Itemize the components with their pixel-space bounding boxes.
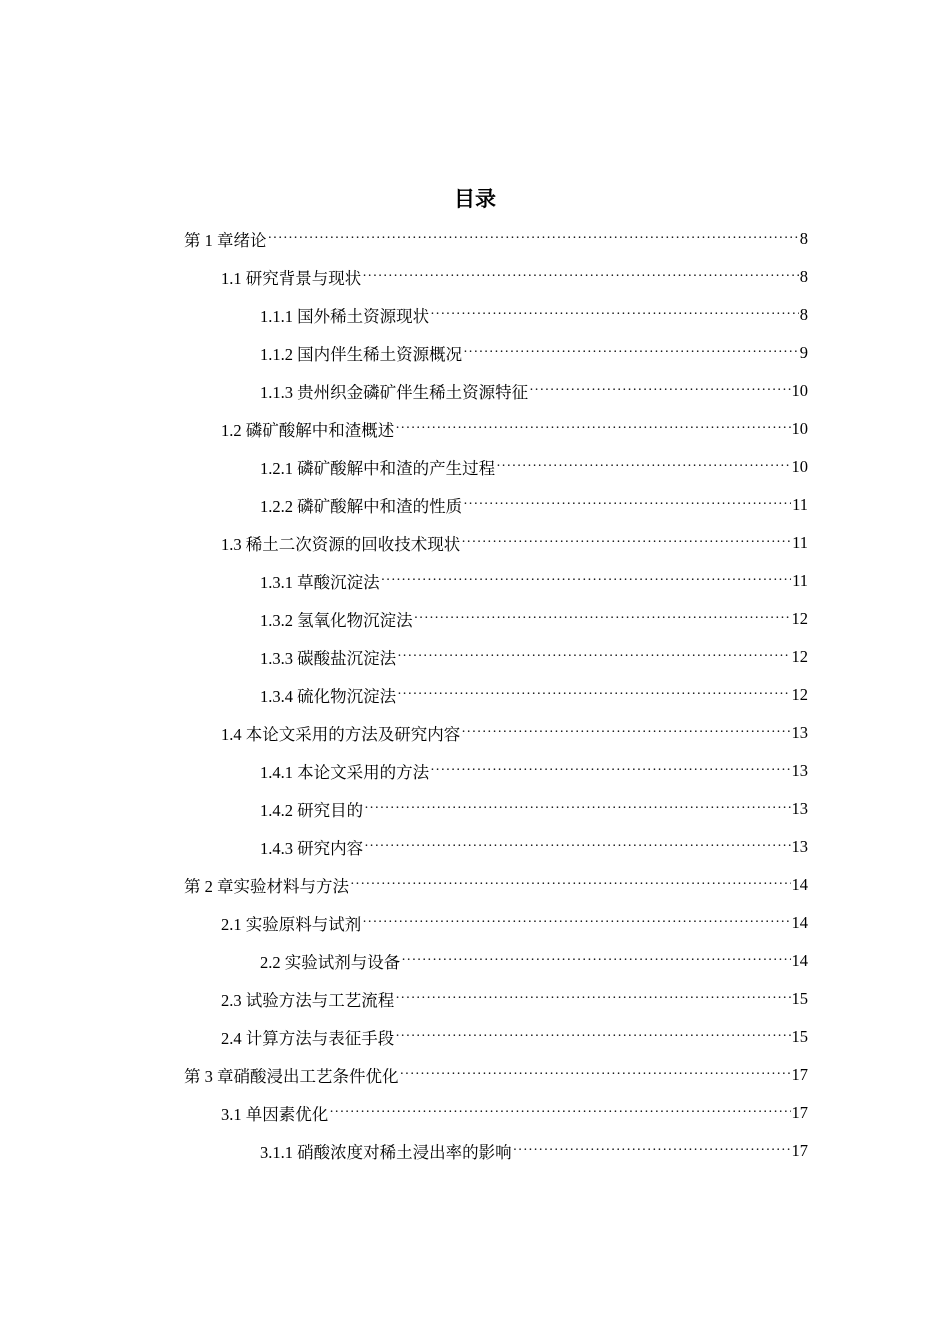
toc-entry-title: 1.1 研究背景与现状 — [221, 269, 362, 288]
toc-page-number: 13 — [791, 837, 808, 856]
toc-dot-leader — [414, 611, 791, 627]
toc-dot-leader — [395, 991, 790, 1007]
toc-entry[interactable] — [221, 904, 808, 942]
toc-page-number: 10 — [791, 457, 808, 476]
toc-entry-title: 第 1 章绪论 — [184, 231, 267, 250]
toc-entry-title: 3.1 单因素优化 — [221, 1105, 329, 1124]
toc-entry-title: 1.4.1 本论文采用的方法 — [260, 763, 430, 782]
toc-entry-title: 1.1.1 国外稀土资源现状 — [260, 307, 430, 326]
toc-page-number: 15 — [791, 989, 808, 1008]
toc-page-number: 12 — [791, 609, 808, 628]
toc-page-number: 14 — [791, 951, 808, 970]
toc-entry-title: 1.2.2 磷矿酸解中和渣的性质 — [260, 497, 463, 516]
toc-dot-leader — [401, 953, 790, 969]
toc-page-number: 8 — [799, 229, 808, 248]
toc-entry[interactable] — [260, 1132, 808, 1170]
toc-dot-leader — [430, 763, 790, 779]
toc-dot-leader — [329, 1105, 790, 1121]
toc-dot-leader — [496, 459, 790, 475]
toc-entry[interactable] — [221, 258, 808, 296]
toc-entry-title: 第 2 章实验材料与方法 — [184, 877, 349, 896]
toc-dot-leader — [463, 345, 799, 361]
toc-entry-title: 1.3.3 碳酸盐沉淀法 — [260, 649, 397, 668]
toc-dot-leader — [350, 877, 791, 893]
toc-dot-leader — [364, 801, 790, 817]
toc-dot-leader — [381, 573, 791, 589]
toc-entry[interactable] — [260, 752, 808, 790]
toc-entry[interactable] — [260, 486, 808, 524]
toc-entry-title: 1.2 磷矿酸解中和渣概述 — [221, 421, 395, 440]
toc-entry-title: 1.3.2 氢氧化物沉淀法 — [260, 611, 413, 630]
toc-entry[interactable] — [221, 1018, 808, 1056]
toc-entry[interactable] — [260, 828, 808, 866]
toc-entry-title: 1.4 本论文采用的方法及研究内容 — [221, 725, 461, 744]
toc-page-number: 17 — [791, 1103, 808, 1122]
toc-entry[interactable] — [260, 942, 808, 980]
toc-dot-leader — [362, 915, 790, 931]
toc-page-number: 14 — [791, 875, 808, 894]
toc-entry[interactable] — [260, 676, 808, 714]
toc-dot-leader — [395, 1029, 790, 1045]
toc-entry-title: 2.2 实验试剂与设备 — [260, 953, 401, 972]
toc-entry[interactable] — [260, 790, 808, 828]
toc-dot-leader — [461, 725, 790, 741]
toc-title: 目录 — [454, 187, 496, 211]
toc-page-number: 9 — [799, 343, 808, 362]
toc-page-number: 11 — [792, 571, 808, 590]
toc-entry-title: 1.4.3 研究内容 — [260, 839, 364, 858]
toc-dot-leader — [463, 497, 791, 513]
toc-entry-title: 2.4 计算方法与表征手段 — [221, 1029, 395, 1048]
toc-page-number: 11 — [792, 495, 808, 514]
toc-entry-title: 第 3 章硝酸浸出工艺条件优化 — [184, 1067, 399, 1086]
toc-dot-leader — [362, 269, 799, 285]
toc-entry[interactable] — [260, 372, 808, 410]
toc-dot-leader — [430, 307, 799, 323]
toc-entry-title: 1.3.1 草酸沉淀法 — [260, 573, 380, 592]
toc-entry-title: 2.1 实验原料与试剂 — [221, 915, 362, 934]
toc-entry[interactable] — [260, 600, 808, 638]
toc-page-number: 17 — [791, 1141, 808, 1160]
toc-entry[interactable] — [184, 220, 808, 258]
toc-entry-title: 1.3.4 硫化物沉淀法 — [260, 687, 397, 706]
toc-entry[interactable] — [221, 410, 808, 448]
toc-entry[interactable] — [260, 448, 808, 486]
toc-entry[interactable] — [184, 866, 808, 904]
toc-entry-title: 1.1.3 贵州织金磷矿伴生稀土资源特征 — [260, 383, 529, 402]
toc-entry[interactable] — [221, 980, 808, 1018]
toc-entry[interactable] — [184, 1056, 808, 1094]
toc-entry[interactable] — [260, 562, 808, 600]
toc-entry[interactable] — [221, 714, 808, 752]
toc-page-number: 14 — [791, 913, 808, 932]
toc-entry[interactable] — [260, 638, 808, 676]
toc-entry-title: 2.3 试验方法与工艺流程 — [221, 991, 395, 1010]
toc-dot-leader — [268, 231, 799, 247]
toc-dot-leader — [397, 649, 790, 665]
toc-page-number: 12 — [791, 647, 808, 666]
toc-page-number: 17 — [791, 1065, 808, 1084]
toc-page-number: 13 — [791, 723, 808, 742]
toc-page-number: 10 — [791, 381, 808, 400]
toc-entry[interactable] — [260, 334, 808, 372]
toc-page-number: 8 — [799, 267, 808, 286]
toc-page-number: 8 — [799, 305, 808, 324]
toc-page-number: 11 — [792, 533, 808, 552]
toc-dot-leader — [529, 383, 790, 399]
toc-page-number: 12 — [791, 685, 808, 704]
toc-entry-title: 1.2.1 磷矿酸解中和渣的产生过程 — [260, 459, 496, 478]
toc-entry-title: 3.1.1 硝酸浓度对稀土浸出率的影响 — [260, 1143, 512, 1162]
toc-dot-leader — [400, 1067, 791, 1083]
toc-page-number: 13 — [791, 799, 808, 818]
toc-dot-leader — [395, 421, 790, 437]
toc-dot-leader — [364, 839, 790, 855]
toc-entry[interactable] — [221, 524, 808, 562]
toc-entry-title: 1.3 稀土二次资源的回收技术现状 — [221, 535, 461, 554]
toc-entry-title: 1.1.2 国内伴生稀土资源概况 — [260, 345, 463, 364]
toc-page-number: 13 — [791, 761, 808, 780]
toc-entry[interactable] — [260, 296, 808, 334]
toc-entry-title: 1.4.2 研究目的 — [260, 801, 364, 820]
toc-entry[interactable] — [221, 1094, 808, 1132]
toc-page-number: 10 — [791, 419, 808, 438]
toc-dot-leader — [513, 1143, 791, 1159]
toc-dot-leader — [397, 687, 790, 703]
toc-dot-leader — [461, 535, 791, 551]
toc-page-number: 15 — [791, 1027, 808, 1046]
